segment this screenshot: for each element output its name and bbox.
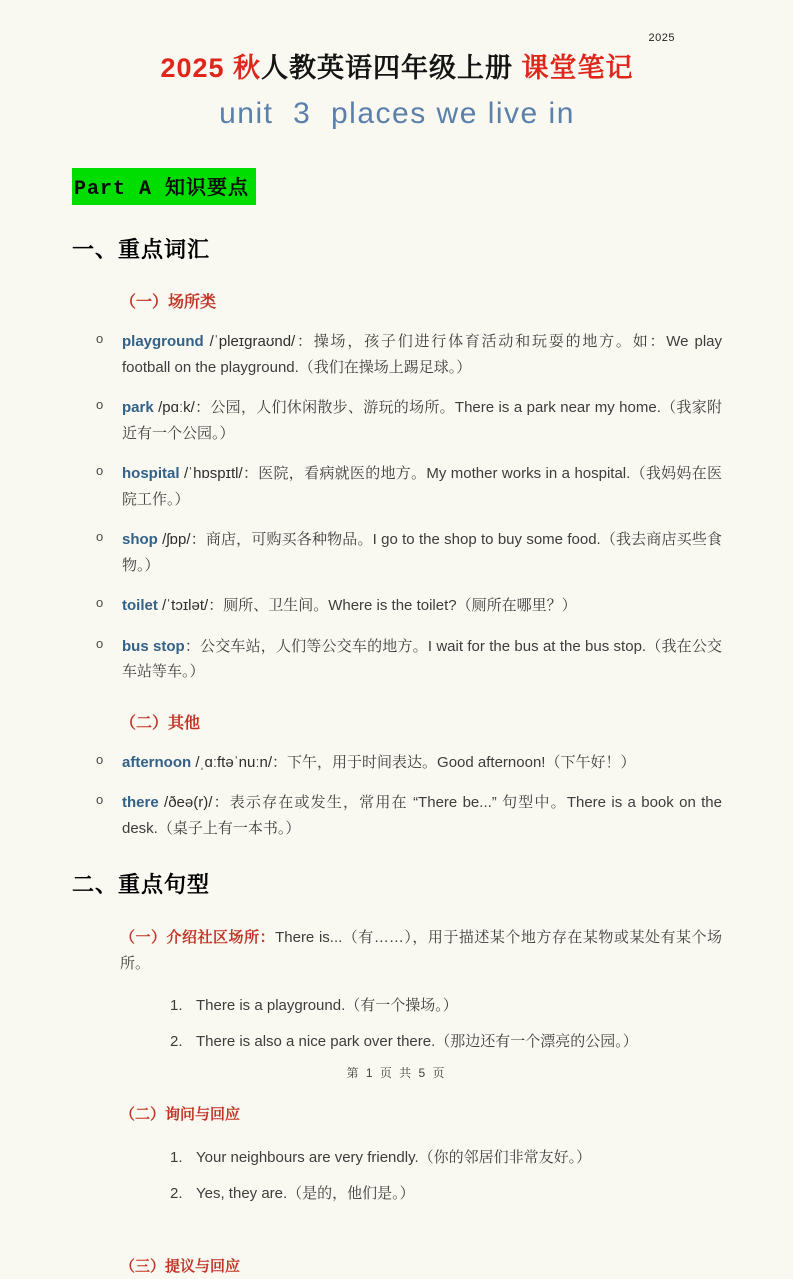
vocab-description: ：医院，看病就医的地方。My mother works in a hospital.（我妈妈在医院工作。） [122, 465, 722, 508]
section-heading-sentences: 二、重点句型 [72, 872, 211, 898]
bullet-marker: o [96, 397, 104, 413]
sentence-item [170, 1146, 722, 1170]
sentence-item [170, 994, 722, 1018]
vocab-phonetic: /pɑːk/ [153, 399, 195, 417]
sentence-group-suggest-respond [72, 1254, 722, 1279]
bullet-marker: o [96, 792, 104, 808]
vocab-entry-text [122, 461, 722, 512]
vocab-entry-text [122, 790, 722, 841]
page-footer: 第 1 页 共 5 页 [346, 1066, 447, 1080]
vocab-group-heading-others: （二）其他 [120, 714, 201, 732]
vocab-description: ：公园，人们休闲散步、游玩的场所。There is a park near my home.（我家附近有一个公园。） [122, 399, 722, 442]
vocab-list-others [72, 750, 722, 842]
bullet-marker: o [96, 635, 104, 651]
vocab-entry-text [122, 395, 722, 446]
bullet-marker: o [96, 751, 104, 767]
sentence-group-intro: There is...（有……），用于描述某个地方存在某物或某处有某个场所。 [120, 929, 722, 972]
bullet-marker: o [96, 463, 104, 479]
bullet-marker: o [96, 529, 104, 545]
vocab-entry-text [122, 750, 722, 776]
vocab-group-heading-places: （一）场所类 [120, 294, 217, 312]
unit-subtitle: unit 3 places we live in [219, 97, 575, 131]
vocab-word: afternoon [122, 753, 192, 771]
vocab-entry-text [122, 593, 722, 619]
page-title [72, 52, 722, 84]
sentence-number: 2. [170, 1184, 183, 1202]
title-year-season: 2025 秋 [160, 53, 262, 83]
vocab-item-bus-stop [96, 634, 722, 685]
section-heading-vocabulary: 一、重点词汇 [72, 237, 211, 263]
vocab-list-places [72, 329, 722, 685]
sentence-group-label: （一）介绍社区场所： [120, 929, 276, 947]
sentence-text: Yes, they are.（是的，他们是。） [196, 1184, 415, 1202]
sentence-group-label: （二）询问与回应 [120, 1106, 241, 1124]
vocab-phonetic: /ˈtɔɪlət/ [157, 597, 209, 615]
sentence-group-label: （三）提议与回应 [120, 1257, 241, 1275]
bullet-marker: o [96, 331, 104, 347]
vocab-word: toilet [122, 597, 158, 615]
part-a-banner: Part A 知识要点 [72, 168, 256, 205]
sentence-list [170, 994, 722, 1054]
sentence-list [170, 1146, 722, 1206]
vocab-item-shop [96, 527, 722, 578]
vocab-entry-text [122, 634, 722, 685]
title-notes-label: 课堂笔记 [513, 53, 634, 83]
vocab-description: ：表示存在或发生，常用在 “There be...” 句型中。There is a book on the desk.（桌子上有一本书。） [122, 794, 722, 837]
bullet-marker: o [96, 595, 104, 611]
vocab-word: bus stop [122, 637, 185, 655]
vocab-description: ：厕所、卫生间。Where is the toilet?（厕所在哪里？） [208, 597, 577, 615]
sentence-group-ask-respond [72, 1102, 722, 1206]
sentence-group-introduce [72, 925, 722, 1054]
vocab-entry-text [122, 527, 722, 578]
corner-year: 2025 [648, 32, 675, 44]
sentence-group-heading-line [120, 1102, 722, 1128]
sentence-number: 1. [170, 1148, 183, 1166]
vocab-item-afternoon [96, 750, 722, 776]
vocab-phonetic: /ˈpleɪɡraʊnd/ [203, 333, 296, 351]
vocab-word: hospital [122, 465, 180, 483]
sentence-item [170, 1030, 722, 1054]
vocab-word: playground [122, 333, 204, 351]
vocab-description: ：商店，可购买各种物品。I go to the shop to buy some food.（我去商店买些食物。） [122, 531, 722, 574]
vocab-item-there [96, 790, 722, 841]
sentence-text: Your neighbours are very friendly.（你的邻居们非常友好。） [196, 1148, 592, 1166]
sentence-number: 2. [170, 1033, 183, 1051]
sentence-text: There is a playground.（有一个操场。） [196, 997, 458, 1015]
vocab-word: park [122, 399, 154, 417]
vocab-item-toilet [96, 593, 722, 619]
vocab-description: ：公交车站，人们等公交车的地方。I wait for the bus at the bus stop.（我在公交车站等车。） [122, 637, 722, 681]
vocab-phonetic: /ʃɒp/ [157, 531, 191, 549]
vocab-phonetic: /ˈhɒspɪtl/ [179, 465, 243, 483]
vocab-item-playground [96, 329, 722, 380]
spacer [72, 1218, 722, 1228]
vocab-item-hospital [96, 461, 722, 512]
vocab-description: ：操场，孩子们进行体育活动和玩耍的地方。如：We play football on the playground.（我们在操场上踢足球。） [122, 333, 722, 376]
sentence-number: 1. [170, 997, 183, 1015]
sentence-group-heading-line [120, 925, 722, 976]
vocab-phonetic: /ðeə(r)/ [158, 794, 213, 812]
vocab-item-park [96, 395, 722, 446]
vocab-word: shop [122, 531, 158, 549]
vocab-description: ：下午，用于时间表达。Good afternoon!（下午好！） [272, 753, 636, 771]
vocab-phonetic: /ˌɑːftəˈnuːn/ [191, 753, 273, 771]
sentence-group-heading-line [120, 1254, 722, 1279]
vocab-entry-text [122, 329, 722, 380]
sentence-text: There is also a nice park over there.（那边还有一个漂亮的公园。） [196, 1033, 638, 1051]
vocab-word: there [122, 794, 159, 812]
sentence-item [170, 1182, 722, 1206]
title-book-name: 人教英语四年级上册 [261, 53, 514, 83]
